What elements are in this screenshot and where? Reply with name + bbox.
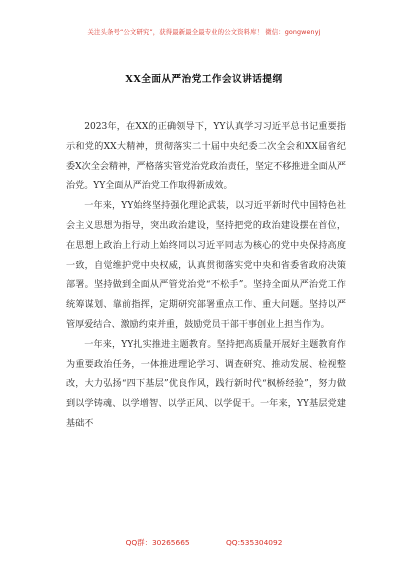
paragraph-1: 2023年，在XX的正确领导下，YY认真学习习近平总书记重要指示和党的XX大精神，贯彻落实二十届中央纪委二次全会和XX届省纪委X次全会精神，严格落实管党治党政治责任，坚定不移推进全面从严治党。YY全面从严治党工作取得新成效。: [66, 122, 346, 192]
footer-qq-number: QQ:535304092: [225, 538, 283, 547]
document-body: [66, 118, 346, 435]
paragraph-3: 一年来，YY扎实推进主题教育。坚持把高质量开展好主题教育作为重要政治任务，一体推进理论学习、调查研究、推动发展、检视整改，大力弘扬“四下基层”优良作风，践行新时代“枫桥经验”，努力做到以学铸魂、以学增智、以学正风、以学促干。一年来，YY基层党建基础不: [66, 339, 346, 429]
promo-banner: 关注头条号“公文研究”，获得最新最全最专业的公文资料库！ 微信：gongwenyj: [87, 28, 321, 36]
document-title: XX全面从严治党工作会议讲话提纲: [125, 74, 283, 85]
paragraph-2: 一年来，YY始终坚持强化理论武装，以习近平新时代中国特色社会主义思想为指导，突出政治建设，坚持把党的政治建设摆在首位，在思想上政治上行动上始终同以习近平同志为核心的党中央保持高度一致，自觉维护党中央权威，认真贯彻落实党中央和省委省政府决策部署。坚持做到全面从严管党治党“不松手”。坚持全面从严治党工作统筹谋划、靠前指挥，定期研究部署重点工作、重大问题。坚持以严管厚爱结合、激励约束并重，鼓励党员干部干事创业上担当作为。: [66, 201, 346, 330]
footer-qq-group: QQ群：30265665: [125, 538, 190, 547]
footer-contact: [0, 537, 408, 548]
